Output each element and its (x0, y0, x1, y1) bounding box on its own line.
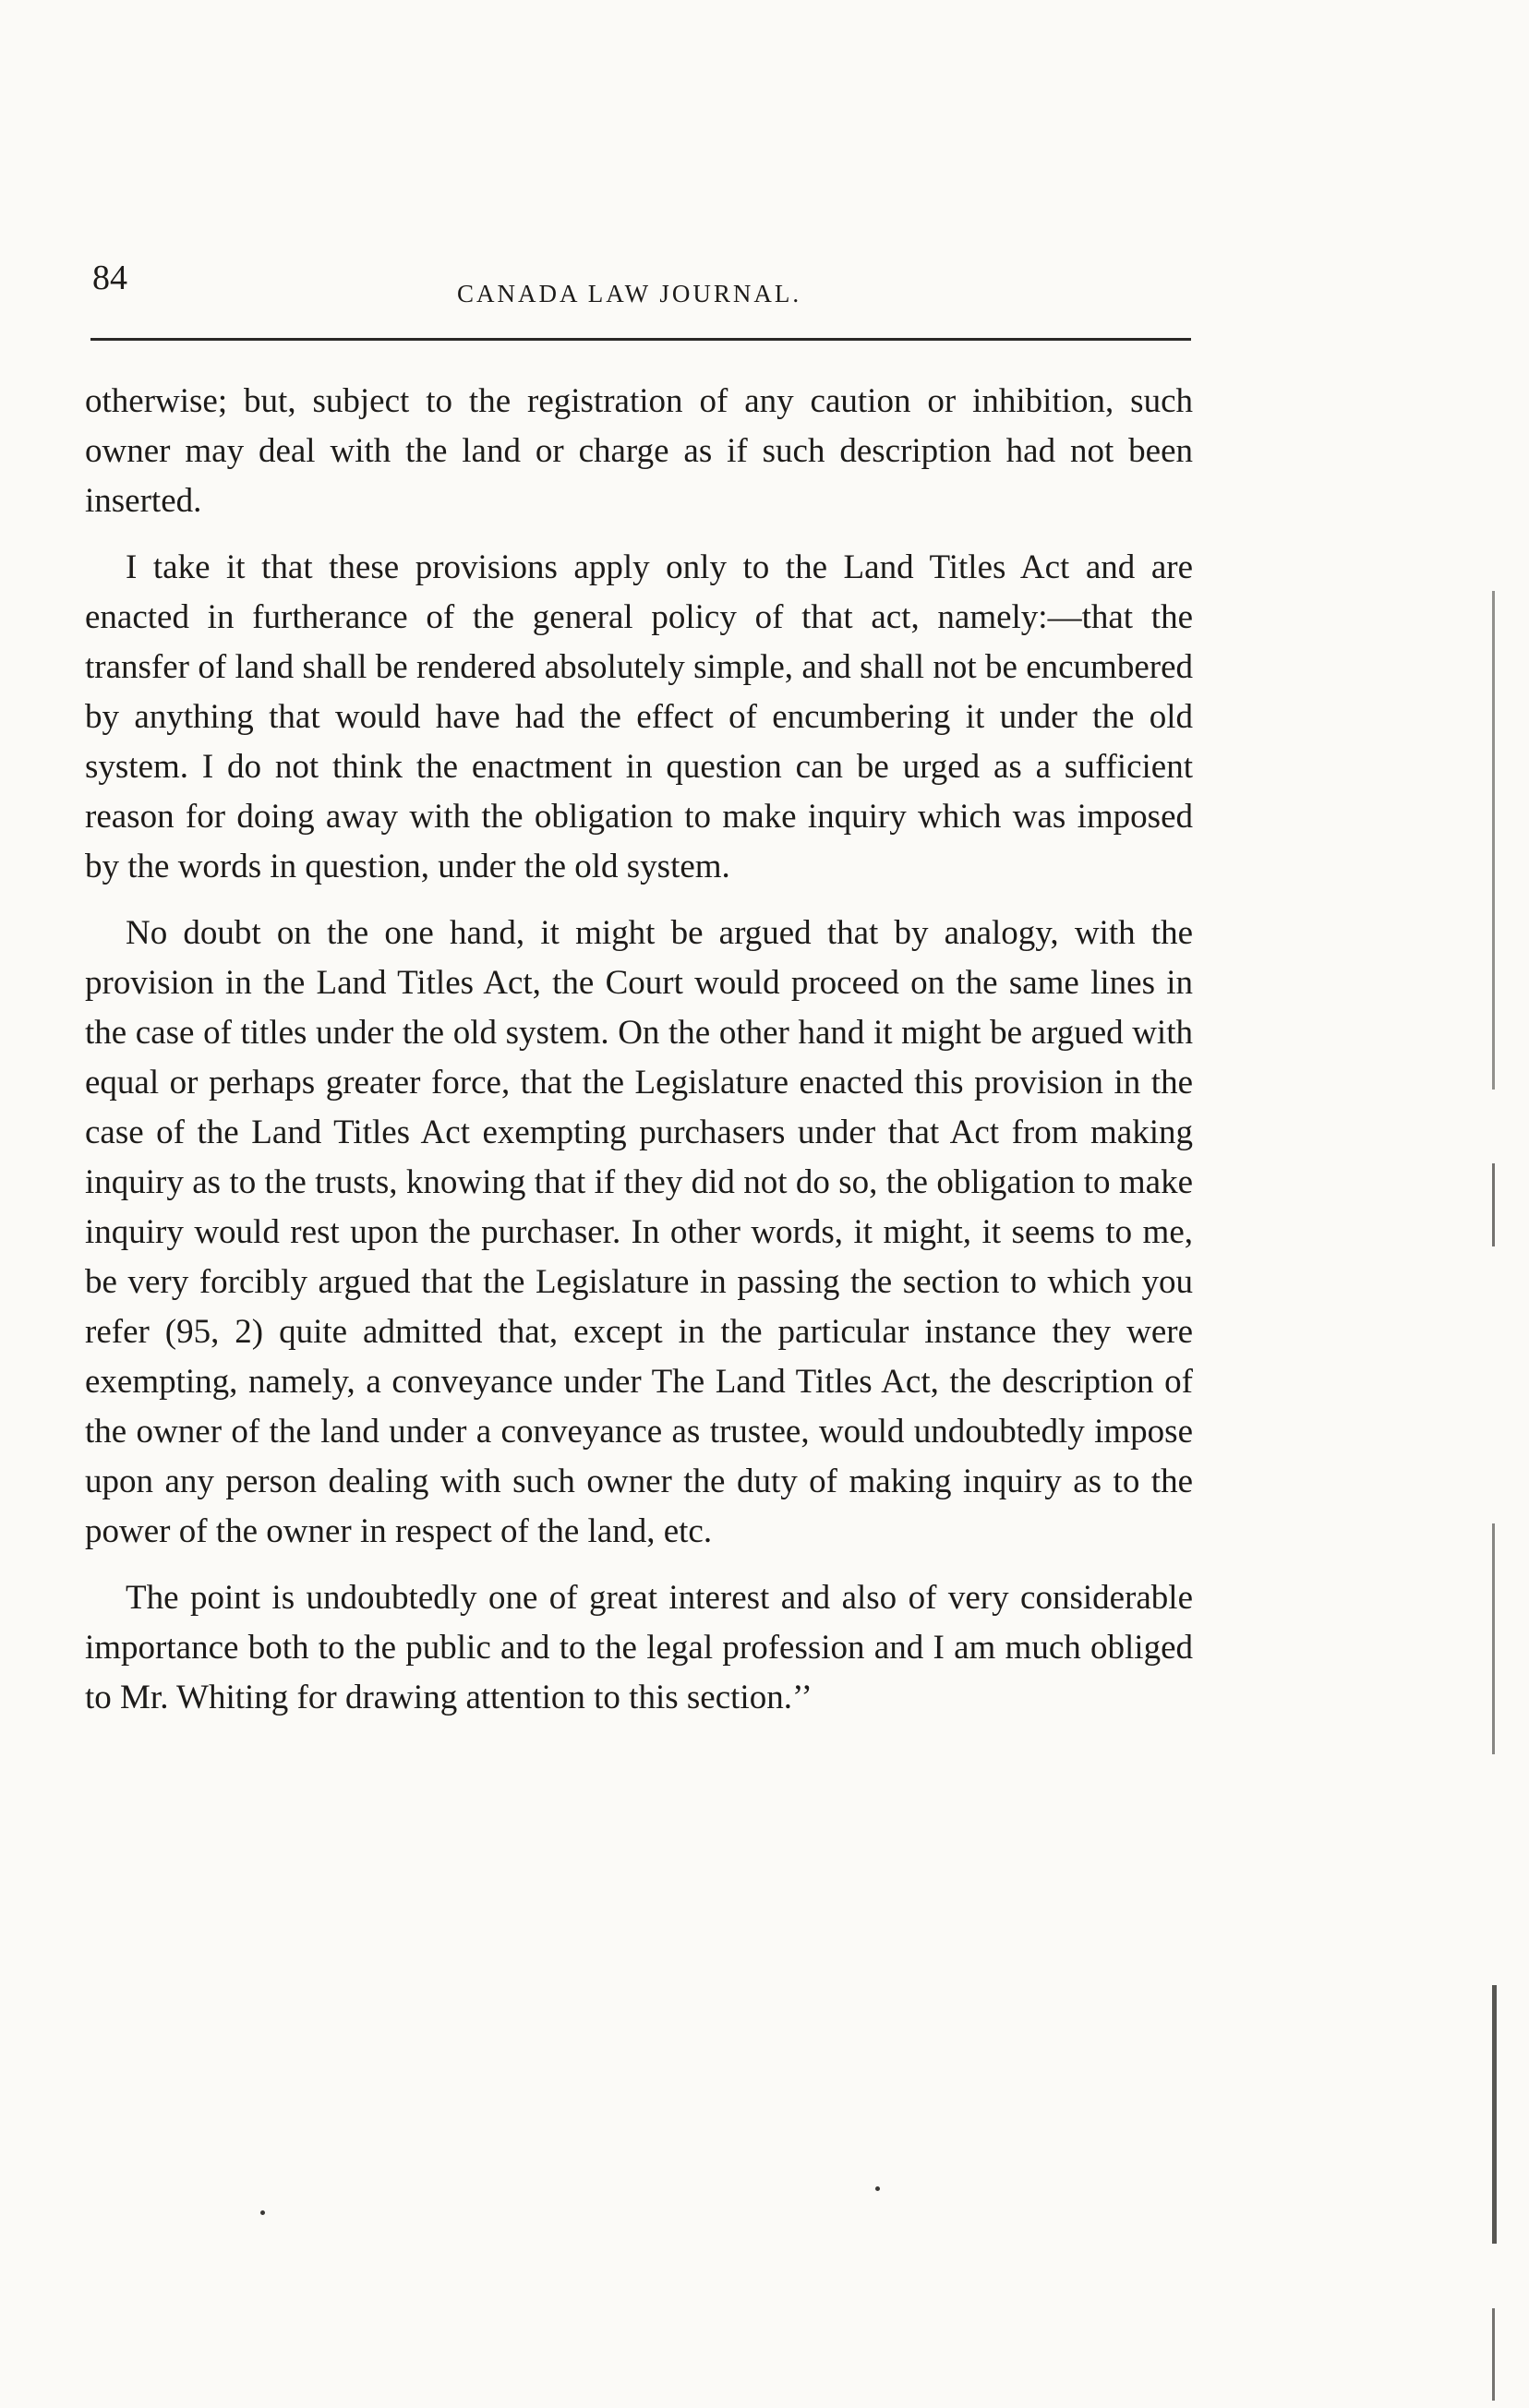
page-number: 84 (92, 259, 127, 297)
header-rule (90, 338, 1191, 341)
paragraph-4: The point is undoubtedly one of great interest and also of very considerable importance both to the public and to the legal profession and I am much obliged to Mr. Whiting for drawing attention to this section.’’ (85, 1579, 1193, 1716)
body-text (85, 377, 1193, 1740)
paragraph-2: I take it that these provisions apply only to the Land Titles Act and are enacted in furtherance of the general policy of that act, namely:—that the transfer of land shall be rendered absolutely simple, and shall not be encumbered by anything that would have had the effect of encumbering it under the old system. I do not think the enactment in question can be urged as a sufficient reason for doing away with the obligation to make inquiry which was imposed by the words in question, under the old system. (85, 548, 1193, 885)
scan-speck (260, 2210, 265, 2215)
scan-edge-shadow (1464, 0, 1529, 2408)
scan-speck (875, 2186, 880, 2191)
paragraph-3: No doubt on the one hand, it might be argued that by analogy, with the provision in the Land Titles Act, the Court would proceed on the same lines in the case of titles under the old system. On the other hand it might be argued with equal or perhaps greater force, that the Legislature enacted this provision in the case of the Land Titles Act exempting purchasers under that Act from making inquiry as to the trusts, knowing that if they did not do so, the obligation to make inquiry would rest upon the purchaser. In other words, it might, it seems to me, be very forcibly argued that the Legislature in passing the section to which you refer (95, 2) quite admitted that, except in the particular instance they were exempting, namely, a conveyance under The Land Titles Act, the description of the owner of the land under a conveyance as trustee, would undoubtedly impose upon any person dealing with such owner the duty of making inquiry as to the power of the owner in respect of the land, etc. (85, 914, 1193, 1550)
running-title: CANADA LAW JOURNAL. (457, 280, 802, 307)
paragraph-1: otherwise; but, subject to the registration of any caution or inhibition, such owner may deal with the land or charge as if such description had not been inserted. (85, 382, 1193, 520)
